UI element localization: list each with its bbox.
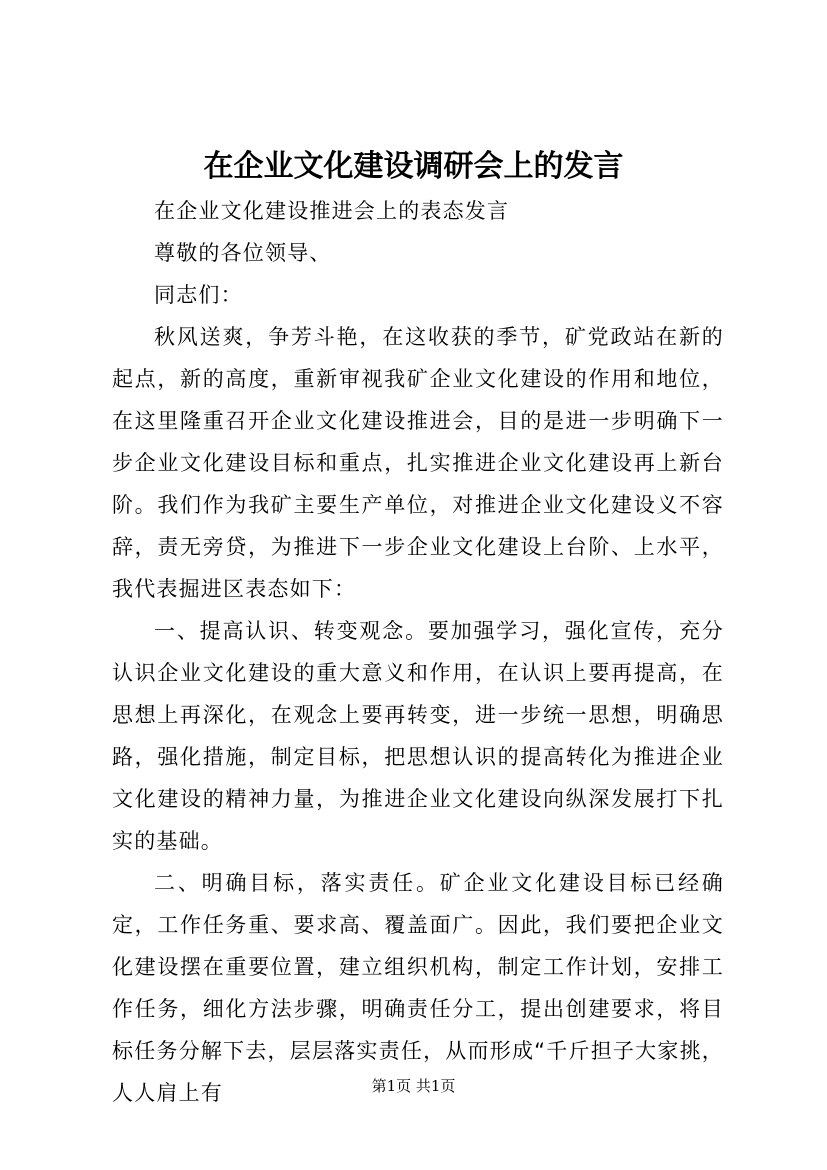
document-body <box>112 190 724 1114</box>
body-paragraph: 秋风送爽，争芳斗艳，在这收获的季节，矿党政站在新的起点，新的高度，重新审视我矿企业文化建设的作用和地位，在这里隆重召开企业文化建设推进会，目的是进一步明确下一步企业文化建设目标和重点，扎实推进企业文化建设再上新台阶。我们作为我矿主要生产单位，对推进企业文化建设义不容辞，责无旁贷，为推进下一步企业文化建设上台阶、上水平，我代表掘进区表态如下： <box>112 325 724 601</box>
document-title: 在企业文化建设调研会上的发言 <box>203 149 624 184</box>
salutation-paragraph: 尊敬的各位领导、 <box>154 241 332 265</box>
body-paragraph: 一、提高认识、转变观念。要加强学习，强化宣传，充分认识企业文化建设的重大意义和作用，在认识上要再提高，在思想上再深化，在观念上要再转变，进一步统一思想，明确思路，强化措施，制定目标，把思想认识的提高转化为推进企业文化建设的精神力量，为推进企业文化建设向纵深发展打下扎实的基础。 <box>112 619 724 853</box>
page-footer: 第1页 共1页 <box>371 1077 456 1095</box>
subtitle-paragraph: 在企业文化建设推进会上的表态发言 <box>154 199 510 223</box>
salutation-paragraph-2: 同志们： <box>154 283 243 307</box>
body-paragraph: 二、明确目标，落实责任。矿企业文化建设目标已经确定，工作任务重、要求高、覆盖面广。因此，我们要把企业文化建设摆在重要位置，建立组织机构，制定工作计划，安排工作任务，细化方法步骤，明确责任分工，提出创建要求，将目标任务分解下去，层层落实责任，从而形成“千斤担子大家挑，人人肩上有 <box>112 871 724 1105</box>
